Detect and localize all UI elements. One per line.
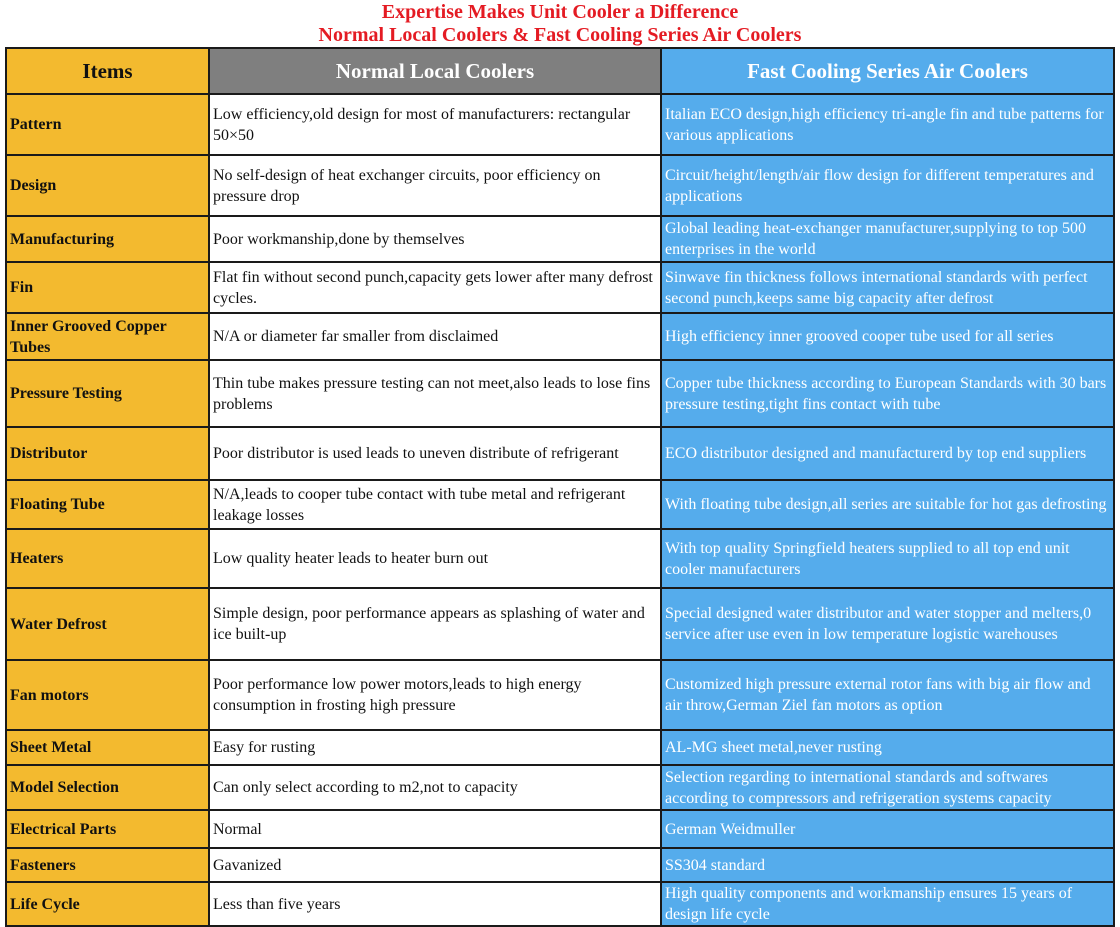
title-line-1: Expertise Makes Unit Cooler a Difference bbox=[381, 1, 739, 23]
fast-cell: With floating tube design,all series are suitable for hot gas defrosting bbox=[661, 480, 1114, 529]
fast-cell: Italian ECO design,high efficiency tri-angle fin and tube patterns for various applications bbox=[661, 94, 1114, 155]
table-row bbox=[6, 480, 1114, 529]
item-cell: Electrical Parts bbox=[6, 810, 209, 848]
page-title bbox=[0, 0, 1120, 47]
normal-cell: Gavanized bbox=[209, 848, 661, 882]
normal-cell: Less than five years bbox=[209, 882, 661, 926]
item-cell: Heaters bbox=[6, 529, 209, 588]
fast-cell: High quality components and workmanship ensures 15 years of design life cycle bbox=[661, 882, 1114, 926]
table-row bbox=[6, 360, 1114, 427]
header-items: Items bbox=[6, 48, 209, 94]
fast-cell: Special designed water distributor and water stopper and melters,0 service after use even in low temperature logistic warehouses bbox=[661, 588, 1114, 660]
item-cell: Design bbox=[6, 155, 209, 216]
table-row bbox=[6, 216, 1114, 262]
table-row bbox=[6, 529, 1114, 588]
header-normal-coolers: Normal Local Coolers bbox=[209, 48, 661, 94]
item-cell: Distributor bbox=[6, 427, 209, 480]
header-fast-coolers: Fast Cooling Series Air Coolers bbox=[661, 48, 1114, 94]
item-cell: Fasteners bbox=[6, 848, 209, 882]
table-row bbox=[6, 588, 1114, 660]
normal-cell: No self-design of heat exchanger circuits, poor efficiency on pressure drop bbox=[209, 155, 661, 216]
normal-cell: Simple design, poor performance appears as splashing of water and ice built-up bbox=[209, 588, 661, 660]
normal-cell: Thin tube makes pressure testing can not meet,also leads to lose fins problems bbox=[209, 360, 661, 427]
table-row bbox=[6, 155, 1114, 216]
table-row bbox=[6, 427, 1114, 480]
table-row bbox=[6, 810, 1114, 848]
table-row bbox=[6, 313, 1114, 360]
fast-cell: ECO distributor designed and manufacturerd by top end suppliers bbox=[661, 427, 1114, 480]
item-cell: Sheet Metal bbox=[6, 730, 209, 765]
item-cell: Life Cycle bbox=[6, 882, 209, 926]
item-cell: Pattern bbox=[6, 94, 209, 155]
fast-cell: Circuit/height/length/air flow design for different temperatures and applications bbox=[661, 155, 1114, 216]
fast-cell: With top quality Springfield heaters supplied to all top end unit cooler manufacturers bbox=[661, 529, 1114, 588]
table-row bbox=[6, 730, 1114, 765]
normal-cell: Can only select according to m2,not to capacity bbox=[209, 765, 661, 810]
fast-cell: German Weidmuller bbox=[661, 810, 1114, 848]
normal-cell: Easy for rusting bbox=[209, 730, 661, 765]
item-cell: Fin bbox=[6, 262, 209, 313]
table-row bbox=[6, 660, 1114, 730]
item-cell: Water Defrost bbox=[6, 588, 209, 660]
item-cell: Model Selection bbox=[6, 765, 209, 810]
table-row bbox=[6, 765, 1114, 810]
item-cell: Floating Tube bbox=[6, 480, 209, 529]
fast-cell: SS304 standard bbox=[661, 848, 1114, 882]
title-line-2: Normal Local Coolers & Fast Cooling Series Air Coolers bbox=[318, 24, 802, 46]
normal-cell: N/A or diameter far smaller from disclaimed bbox=[209, 313, 661, 360]
item-cell: Pressure Testing bbox=[6, 360, 209, 427]
fast-cell: High efficiency inner grooved cooper tube used for all series bbox=[661, 313, 1114, 360]
normal-cell: Low quality heater leads to heater burn out bbox=[209, 529, 661, 588]
table-row bbox=[6, 262, 1114, 313]
normal-cell: Normal bbox=[209, 810, 661, 848]
fast-cell: Global leading heat-exchanger manufacturer,supplying to top 500 enterprises in the world bbox=[661, 216, 1114, 262]
normal-cell: Poor performance low power motors,leads to high energy consumption in frosting high pressure bbox=[209, 660, 661, 730]
table-row bbox=[6, 882, 1114, 926]
normal-cell: Poor distributor is used leads to uneven distribute of refrigerant bbox=[209, 427, 661, 480]
table-row bbox=[6, 848, 1114, 882]
item-cell: Manufacturing bbox=[6, 216, 209, 262]
normal-cell: N/A,leads to cooper tube contact with tube metal and refrigerant leakage losses bbox=[209, 480, 661, 529]
fast-cell: Copper tube thickness according to European Standards with 30 bars pressure testing,tight fins contact with tube bbox=[661, 360, 1114, 427]
fast-cell: Sinwave fin thickness follows international standards with perfect second punch,keeps same big capacity after defrost bbox=[661, 262, 1114, 313]
fast-cell: Customized high pressure external rotor fans with big air flow and air throw,German Ziel fan motors as option bbox=[661, 660, 1114, 730]
normal-cell: Low efficiency,old design for most of manufacturers: rectangular 50×50 bbox=[209, 94, 661, 155]
fast-cell: Selection regarding to international standards and softwares according to compressors and refrigeration systems capacity bbox=[661, 765, 1114, 810]
fast-cell: AL-MG sheet metal,never rusting bbox=[661, 730, 1114, 765]
item-cell: Inner Grooved Copper Tubes bbox=[6, 313, 209, 360]
normal-cell: Poor workmanship,done by themselves bbox=[209, 216, 661, 262]
table-row bbox=[6, 94, 1114, 155]
normal-cell: Flat fin without second punch,capacity gets lower after many defrost cycles. bbox=[209, 262, 661, 313]
header-row bbox=[6, 48, 1114, 94]
item-cell: Fan motors bbox=[6, 660, 209, 730]
comparison-table bbox=[5, 47, 1115, 927]
